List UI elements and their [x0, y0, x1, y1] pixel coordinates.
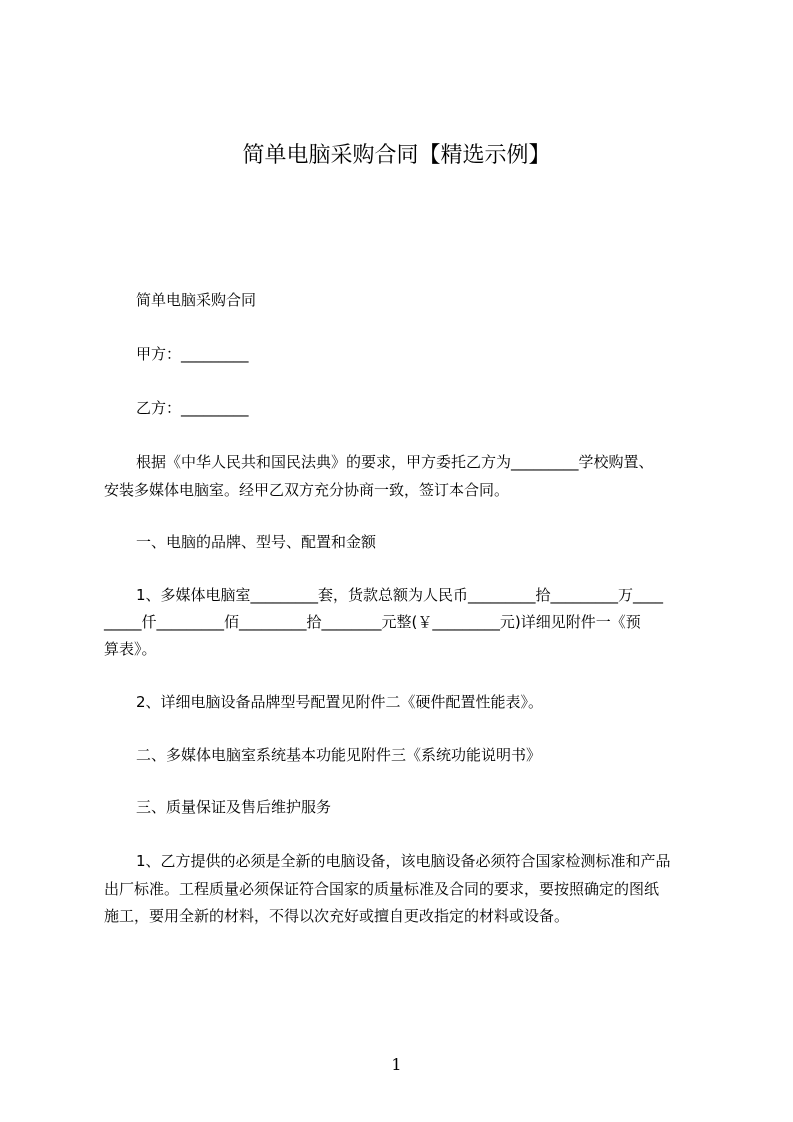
item-one-line-1: 1、多媒体电脑室_________套，货款总额为人民币_________拾_________万____ [136, 586, 664, 604]
section-two-heading: 二、多媒体电脑室系统基本功能见附件三《系统功能说明书》 [136, 746, 542, 764]
contract-heading: 简单电脑采购合同 [136, 291, 257, 309]
intro-paragraph-line-1: 根据《中华人民共和国民法典》的要求，甲方委托乙方为_________学校购置、 [136, 453, 654, 471]
item-two-line: 2、详细电脑设备品牌型号配置见附件二《硬件配置性能表》。 [136, 693, 544, 711]
party-a-line: 甲方：_________ [136, 345, 249, 363]
document-title: 简单电脑采购合同【精选示例】 [242, 143, 551, 168]
intro-paragraph-line-2: 安装多媒体电脑室。经甲乙双方充分协商一致，签订本合同。 [104, 481, 510, 499]
quality-paragraph-line-3: 施工，要用全新的材料，不得以次充好或擅自更改指定的材料或设备。 [104, 907, 570, 925]
quality-paragraph-line-1: 1、乙方提供的必须是全新的电脑设备，该电脑设备必须符合国家检测标准和产品 [136, 852, 671, 870]
section-three-heading: 三、质量保证及售后维护服务 [136, 798, 332, 816]
item-one-line-3: 算表》。 [104, 640, 157, 658]
item-one-line-2: _____仟_________佰_________拾________元整(￥_________元)详细见附件一《预 [104, 613, 641, 631]
party-b-line: 乙方：_________ [136, 399, 249, 417]
quality-paragraph-line-2: 出厂标准。工程质量必须保证符合国家的质量标准及合同的要求，要按照确定的图纸 [104, 880, 660, 898]
section-one-heading: 一、电脑的品牌、型号、配置和金额 [136, 533, 377, 551]
page-number: 1 [391, 1055, 402, 1074]
